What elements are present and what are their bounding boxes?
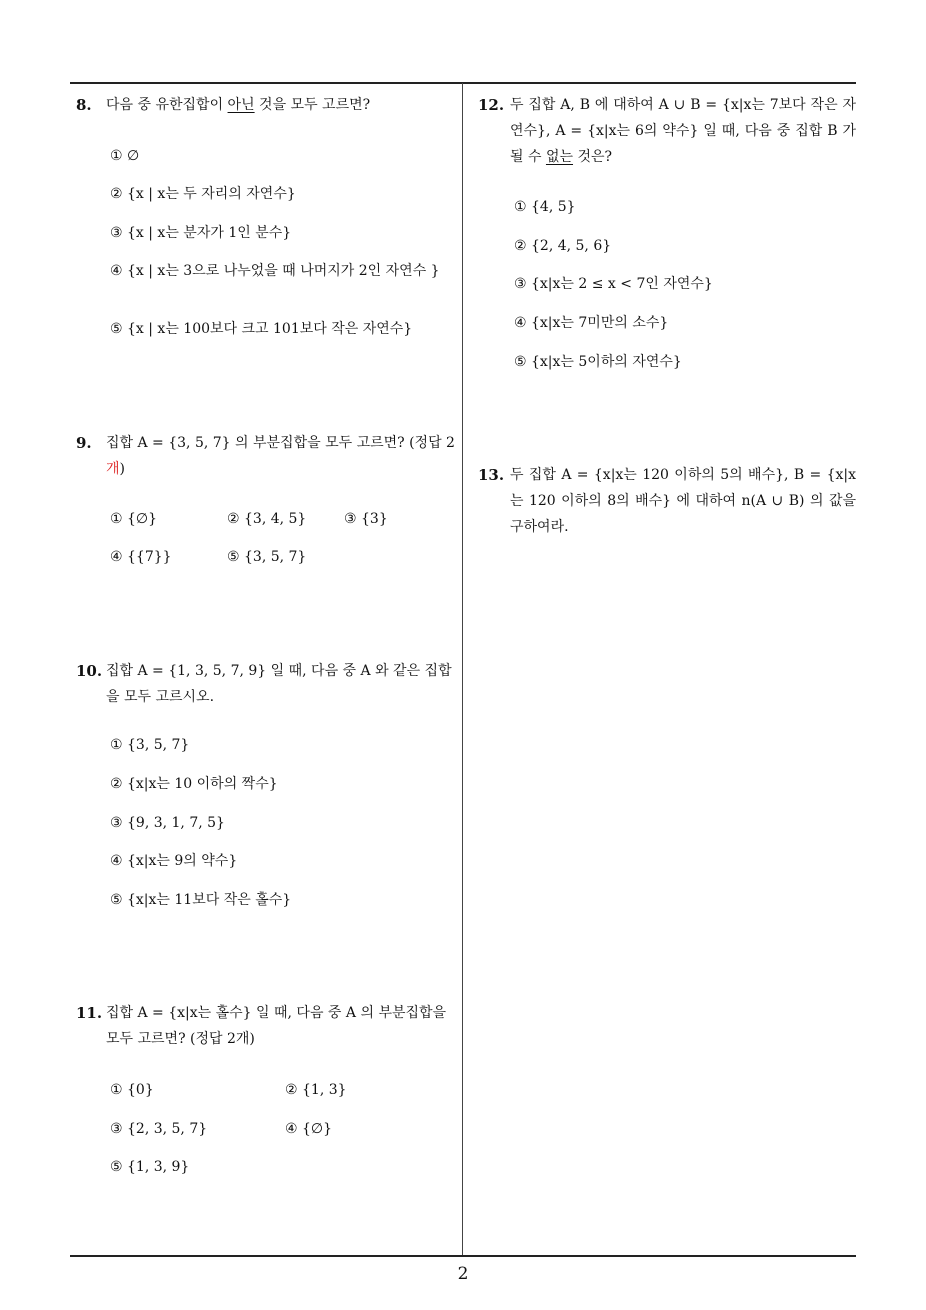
question-12 — [478, 92, 856, 170]
option-4: ④ {x|x는 7미만의 소수} — [514, 315, 669, 331]
option-2: ② {2, 4, 5, 6} — [514, 238, 612, 254]
question-text: 집합 A = {1, 3, 5, 7, 9} 일 때, 다음 중 A 와 같은 집합을 모두 고르시오. — [106, 663, 452, 705]
question-13 — [478, 462, 856, 540]
option-4: ④ {{7}} — [110, 549, 172, 565]
option-2: ② {x|x는 10 이하의 짝수} — [110, 776, 278, 792]
option-4: ④ {x | x는 3으로 나누었을 때 나머지가 2인 자연수 } — [110, 263, 440, 279]
question-number: 8. — [76, 96, 92, 114]
question-text: 집합 A = {x|x는 홀수} 일 때, 다음 중 A 의 부분집합을 모두 고르면? (정답 2개) — [106, 1005, 447, 1047]
option-2: ② {3, 4, 5} — [227, 511, 307, 527]
question-number: 9. — [76, 434, 92, 452]
option-3: ③ {2, 3, 5, 7} — [110, 1121, 208, 1137]
question-8 — [76, 92, 458, 118]
option-4: ④ {∅} — [285, 1121, 333, 1137]
question-10 — [76, 658, 458, 710]
question-number: 13. — [478, 466, 505, 484]
bottom-rule — [70, 1255, 856, 1257]
option-1: ① {∅} — [110, 511, 158, 527]
underlined-word: 아닌 — [227, 97, 255, 113]
option-3: ③ {3} — [344, 511, 388, 527]
option-3: ③ {x|x는 2 ≤ x < 7인 자연수} — [514, 276, 713, 292]
red-text: 개 — [106, 461, 120, 477]
option-1: ① ∅ — [110, 148, 140, 164]
underlined-word: 없는 — [545, 149, 574, 165]
option-5: ⑤ {x|x는 11보다 작은 홀수} — [110, 892, 292, 908]
question-text: 두 집합 A = {x|x는 120 이하의 5의 배수}, B = {x|x는 120 이하의 8의 배수} 에 대하여 n(A ∪ B) 의 값을 구하여라. — [510, 467, 856, 535]
option-4: ④ {x|x는 9의 약수} — [110, 853, 238, 869]
question-number: 10. — [76, 662, 103, 680]
question-number: 12. — [478, 96, 505, 114]
question-text: 집합 A = {3, 5, 7} 의 부분집합을 모두 고르면? (정답 2개) — [106, 435, 455, 477]
top-rule — [70, 82, 856, 84]
question-text: 두 집합 A, B 에 대하여 A ∪ B = {x|x는 7보다 작은 자연수}, A = {x|x는 6의 약수} 일 때, 다음 중 집합 B 가 될 수 없는 것은? — [510, 97, 856, 165]
option-2: ② {1, 3} — [285, 1082, 347, 1098]
option-3: ③ {9, 3, 1, 7, 5} — [110, 815, 225, 831]
option-5: ⑤ {3, 5, 7} — [227, 549, 307, 565]
question-11 — [76, 1000, 458, 1052]
option-5: ⑤ {x|x는 5이하의 자연수} — [514, 354, 682, 370]
question-9 — [76, 430, 458, 482]
page-number: 2 — [457, 1264, 469, 1284]
question-text: 다음 중 유한집합이 아닌 것을 모두 고르면? — [106, 97, 371, 113]
question-number: 11. — [76, 1004, 103, 1022]
option-1: ① {3, 5, 7} — [110, 737, 190, 753]
option-5: ⑤ {1, 3, 9} — [110, 1159, 190, 1175]
option-5: ⑤ {x | x는 100보다 크고 101보다 작은 자연수} — [110, 321, 413, 337]
option-1: ① {0} — [110, 1082, 154, 1098]
column-divider — [462, 83, 463, 1256]
option-2: ② {x | x는 두 자리의 자연수} — [110, 186, 296, 202]
option-3: ③ {x | x는 분자가 1인 분수} — [110, 225, 292, 241]
option-1: ① {4, 5} — [514, 199, 576, 215]
